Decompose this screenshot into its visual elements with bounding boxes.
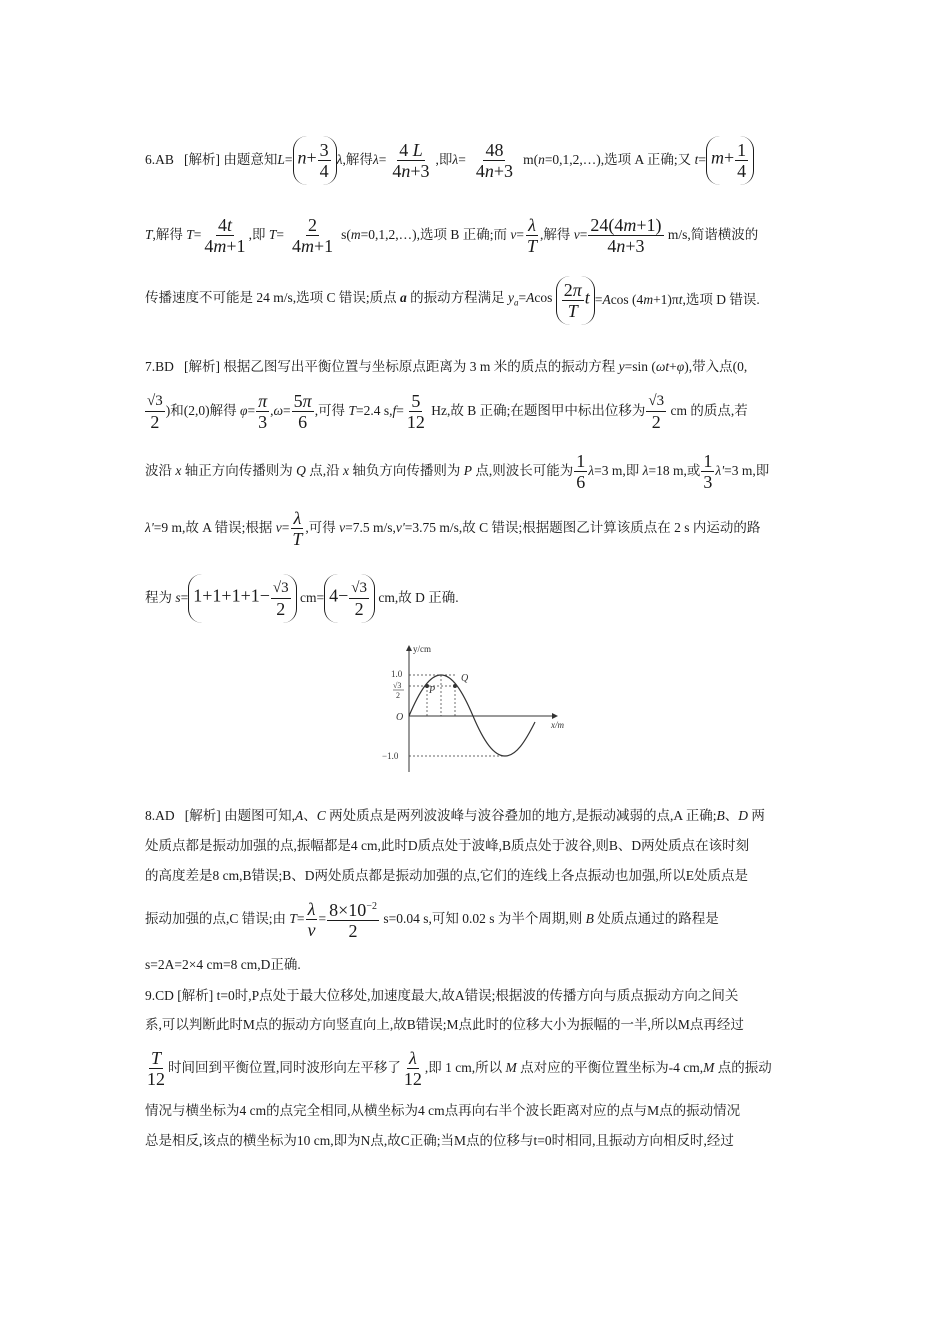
q8-line-5: s=2A=2×4 cm=8 cm,D正确.	[145, 957, 301, 972]
q7-line-2: $\frac{√3}{2}$ )和(2,0)解得 φ= $\frac{\pi}{3}$ ,ω= $\frac{5\pi}{6}$ ,可得 T=2.4 s,f= $\frac{5}{12}$ Hz,故 B 正确;在题图甲中标出位移为 $\frac{√3}{2}$ cm 的质点,若	[147, 390, 748, 432]
x-axis-label: x/m	[551, 720, 564, 730]
q9-line-2: 系,可以判断此时M点的振动方向竖直向上,故B错误;M点此时的位移大小为振幅的一半,所以M点再经过	[145, 1017, 744, 1032]
y-tick-top: 1.0	[391, 669, 403, 679]
q9-line-3: $\frac{T}{12}$ 时间回到平衡位置,同时波形向左平移了 $\frac{\lambda}{12}$ ,即 1 cm,所以 M 点对应的平衡位置坐标为-4 cm,M 点的振动	[147, 1047, 772, 1089]
q7-line-5: 程为 s= 1+1+1+1− $\frac{√3}{2}$ cm= 4− $\frac{√3}{2}$ cm,故 D 正确.	[145, 574, 805, 622]
q7-line-1: 7.BD [解析] 根据乙图写出平衡位置与坐标原点距离为 3 m 米的质点的振动方程 y=sin (ωt+φ),带入点(0,	[145, 359, 748, 374]
vibration-graph	[375, 640, 580, 780]
point-q	[453, 684, 457, 688]
q9-line-5: 总是相反,该点的横坐标为10 cm,即为N点,故C正确;当M点的位移与t=0时相同,且振动方向相反时,经过	[145, 1133, 734, 1148]
q8-line-3: 的高度差是8 cm,B错误;B、D两处质点都是振动加强的点,它们的连线上各点振动也加强,所以E处质点是	[145, 868, 748, 883]
label-q: Q	[461, 673, 469, 684]
q8-line-2: 处质点都是振动加强的点,振幅都是4 cm,此时D质点处于波峰,B质点处于波谷,则B、D两处质点在该时刻	[145, 838, 750, 853]
y-tick-mid-num: √3	[393, 681, 402, 690]
q9-line-1: 9.CD [解析] t=0时,P点处于最大位移处,加速度最大,故A错误;根据波的传播方向与质点振动方向之间关	[145, 988, 739, 1003]
origin-label: O	[396, 712, 404, 723]
q7-line-3: 波沿 x 轴正方向传播则为 Q 点,沿 x 轴负方向传播则为 P 点,则波长可能为 $\frac{1}{6}$ λ=3 m,即 λ=18 m,或 $\frac{1}{3}$ λ'=3 m,即	[145, 450, 770, 492]
q8-line-4: 振动加强的点,C 错误;由 T= $\frac{\lambda}{v}$ = $\frac{8\times 10^{-2}}{2}$ s=0.04 s,可知 0.02 s 为半个周期,则 B 处质点通过的路程是	[145, 898, 719, 941]
q6-line-1: 6.AB [解析] 由题意知L= n+ $\frac{3}{4}$ λ,解得λ= $\frac{4 L}{4n+3}$ ,即λ= $\frac{48}{4n+3}$ m(n=0,1,2,…),选项 A 正确;又 t= m+ $\frac{1}{4}$	[145, 135, 805, 185]
q6-line-3: 传播速度不可能是 24 m/s,选项 C 错误;质点 a 的振动方程满足 $y_a=Acos$ $\frac{2\pi}{T}$ t =Acos (4m+1)πt,选项 D 错误.	[145, 280, 805, 320]
y-axis-label: y/cm	[413, 644, 431, 654]
y-tick-mid-den: 2	[396, 691, 400, 700]
q8-line-1: 8.AD [解析] 由题图可知,A、C 两处质点是两列波波峰与波谷叠加的地方,是振动减弱的点,A 正确;B、D 两	[145, 808, 765, 823]
q9-line-4: 情况与横坐标为4 cm的点完全相同,从横坐标为4 cm点再向右半个波长距离对应的点与M点的振动情况	[145, 1103, 741, 1118]
y-tick-bottom: −1.0	[382, 751, 399, 761]
q7-line-4: λ'=9 m,故 A 错误;根据 v= $\frac{\lambda}{T}$ ,可得 v=7.5 m/s,v'=3.75 m/s,故 C 错误;根据题图乙计算该质点在 2 s 内运动的路	[145, 507, 761, 549]
label-p: P	[429, 685, 436, 696]
q6-line-2: T,解得 T= $\frac{4t}{4m+1}$ ,即 T= $\frac{2}{4m+1}$ s(m=0,1,2,…),选项 B 正确;而 v= $\frac{\lambda}{T}$ ,解得 v= $\frac{24(4m+1)}{4n+3}$ m/s,简谐横波的	[145, 214, 759, 256]
